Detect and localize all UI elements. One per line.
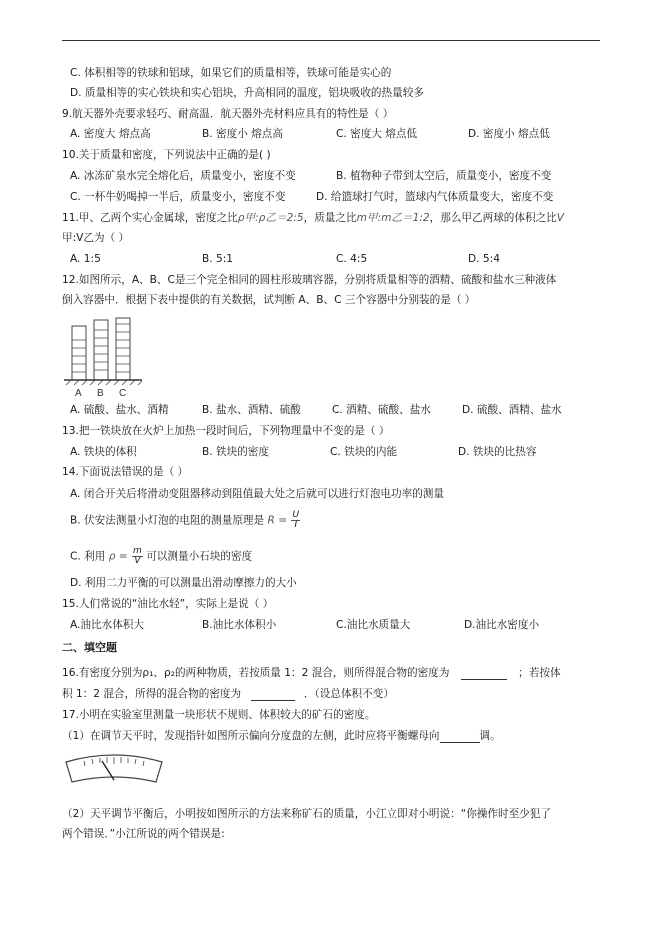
formula-rho: ρ =	[108, 550, 128, 563]
q13-option-b: B. 铁块的密度	[202, 446, 269, 458]
q16-line2-text: 积 1：2 混合，所得的混合物的密度为	[62, 688, 242, 700]
q11-option-a: A. 1:5	[70, 253, 101, 265]
q12-option-c: C. 酒精、硫酸、盐水	[332, 404, 431, 416]
q16-line1-tail: ；若按体	[518, 667, 561, 679]
q13-option-d: D. 铁块的比热容	[458, 446, 537, 458]
q14-stem: 14.下面说法错误的是（ ）	[62, 466, 189, 478]
fraction-m-over-v	[132, 547, 143, 566]
q16-line2-tail: ．（设总体积不变）	[303, 688, 394, 700]
q11-volume-var: V	[556, 212, 565, 224]
q16-line2	[62, 687, 394, 701]
q10-option-d: D. 给篮球打气时，篮球内气体质量变大，密度不变	[316, 191, 554, 203]
q10-stem: 10.关于质量和密度，下列说法中正确的是( )	[62, 149, 271, 161]
balance-dial-figure	[64, 752, 164, 788]
q16-line1	[62, 666, 561, 680]
q11-stem-line2: 甲:V乙为（ ）	[62, 232, 130, 244]
q8-option-c: C. 体积相等的铁球和铝球，如果它们的质量相等，铁球可能是实心的	[70, 67, 392, 79]
formula-r: R =	[267, 514, 288, 527]
fraction-denominator-v: V	[134, 556, 141, 566]
q11-density-ratio: ρ甲:ρ乙＝2:5	[237, 212, 304, 224]
q12-option-d: D. 硫酸、酒精、盐水	[462, 404, 562, 416]
q15-stem: 15.人们常说的“油比水轻”，实际上是说（ ）	[62, 598, 274, 610]
q15-option-a: A.油比水体积大	[70, 619, 144, 631]
q14-option-c	[70, 547, 252, 566]
q15-option-b: B.油比水体积小	[202, 619, 277, 631]
q11-stem-line1	[62, 211, 564, 225]
q8-option-d: D. 质量相等的实心铁块和实心铝块，升高相同的温度，铝块吸收的热量较多	[70, 87, 424, 99]
q11-option-d: D. 5:4	[468, 253, 500, 265]
q9-option-c: C. 密度大 熔点低	[336, 128, 418, 140]
q12-option-a: A. 硫酸、盐水、酒精	[70, 404, 169, 416]
q14-option-d: D. 利用二力平衡的可以测量出滑动摩擦力的大小	[70, 577, 297, 589]
q11-part3: ，那么甲乙两球的体积之比	[429, 212, 557, 224]
q15-option-c: C.油比水质量大	[336, 619, 411, 631]
q16-line1-text: 16.有密度分别为ρ₁、ρ₂的两种物质，若按质量 1：2 混合，则所得混合物的密度为	[62, 667, 450, 679]
q11-option-c: C. 4:5	[336, 253, 368, 265]
q10-option-b: B. 植物种子带到太空后，质量变小，密度不变	[336, 170, 552, 182]
label-c: C	[119, 388, 127, 399]
label-a: A	[75, 388, 82, 399]
container-b	[94, 320, 108, 380]
container-c	[116, 318, 130, 380]
q9-option-a: A. 密度大 熔点高	[70, 128, 151, 140]
q13-option-a: A. 铁块的体积	[70, 446, 137, 458]
q14-option-a: A. 闭合开关后将滑动变阻器移动到阻值最大处之后就可以进行灯泡电功率的测量	[70, 488, 444, 500]
q17-stem: 17.小明在实验室里测量一块形状不规则、体积较大的矿石的密度。	[62, 709, 376, 721]
q14-option-b	[70, 511, 300, 530]
q17-part1-tail: 调。	[479, 730, 501, 742]
q17-blank-1[interactable]	[440, 731, 480, 743]
q17-part2-line1: （2）天平调节平衡后，小明按如图所示的方法来称矿石的质量，小江立即对小明说：“你操作时至少犯了	[62, 808, 551, 820]
label-b: B	[97, 388, 104, 399]
q9-stem: 9.航天器外壳要求轻巧、耐高温．航天器外壳材料应具有的特性是（ ）	[62, 108, 394, 120]
q10-option-c: C. 一杯牛奶喝掉一半后，质量变小，密度不变	[70, 191, 286, 203]
q12-stem-line2: 倒入容器中．根据下表中提供的有关数据，试判断 A、B、C 三个容器中分别装的是（ ）	[62, 294, 476, 306]
q11-option-b: B. 5:1	[202, 253, 234, 265]
q13-option-c: C. 铁块的内能	[330, 446, 398, 458]
fraction-u-over-i	[291, 511, 300, 530]
q9-option-b: B. 密度小 熔点高	[202, 128, 283, 140]
q16-blank-1[interactable]	[461, 668, 507, 680]
header-rule	[62, 40, 600, 41]
q15-option-d: D.油比水密度小	[464, 619, 540, 631]
fraction-denominator-i: I	[294, 520, 298, 530]
q17-part2-line2: 两个错误．”小江所说的两个错误是:	[62, 828, 225, 840]
q17-part1	[62, 729, 501, 743]
q10-option-a: A. 冰冻矿泉水完全熔化后，质量变小，密度不变	[70, 170, 296, 182]
q11-mass-ratio: m甲:m乙＝1:2	[356, 212, 430, 224]
section-title-fill-in: 二、填空题	[62, 641, 117, 654]
q12-option-b: B. 盐水、酒精、硫酸	[202, 404, 301, 416]
fraction-numerator-m: m	[133, 546, 142, 556]
q14-option-c-prefix: C. 利用	[70, 550, 106, 563]
q11-part2: ，质量之比	[303, 212, 357, 224]
q12-stem-line1: 12.如图所示，A、B、C是三个完全相同的圆柱形玻璃容器，分别将质量相等的酒精、硫酸和盐水三种液体	[62, 274, 557, 286]
fraction-numerator-u: U	[292, 510, 300, 520]
q14-option-b-text: B. 伏安法测量小灯泡的电阻的测量原理是	[70, 514, 265, 527]
q13-stem: 13.把一铁块放在火炉上加热一段时间后，下列物理量中不变的是（ ）	[62, 425, 390, 437]
q16-blank-2[interactable]	[251, 689, 295, 701]
q12-container-figure	[62, 316, 152, 400]
q11-part1: 11.甲、乙两个实心金属球，密度之比	[62, 212, 238, 224]
q9-option-d: D. 密度小 熔点低	[468, 128, 550, 140]
q17-part1-text: （1）在调节天平时，发现指针如图所示偏向分度盘的左侧，此时应将平衡螺母向	[62, 730, 440, 742]
q14-option-c-suffix: 可以测量小石块的密度	[146, 550, 253, 563]
